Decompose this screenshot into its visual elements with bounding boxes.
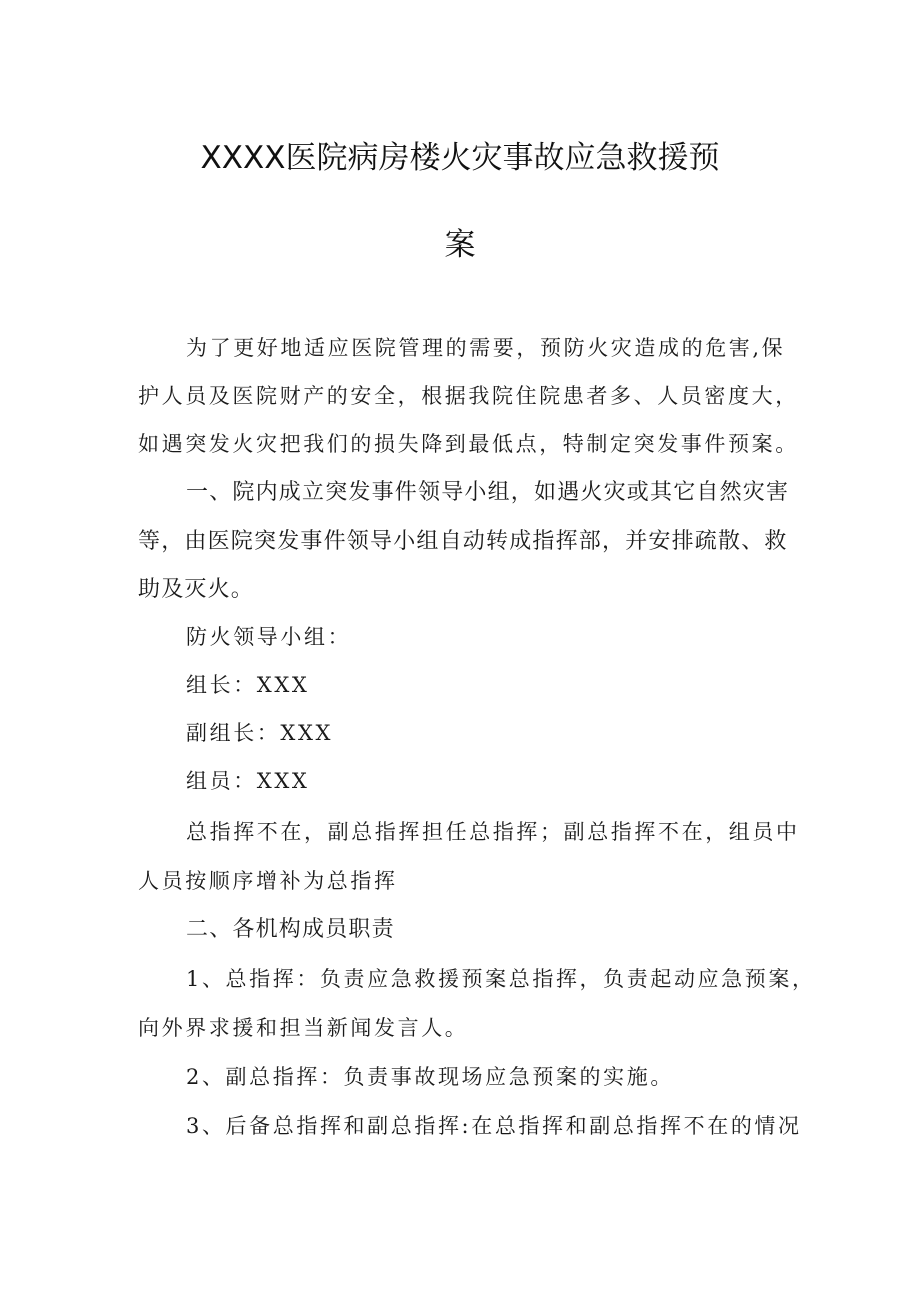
section2-item3: 3、后备总指挥和副总指挥:在总指挥和副总指挥不在的情况 <box>186 1114 802 1138</box>
intro-line-3: 如遇突发火灾把我们的损失降到最低点，特制定突发事件预案。 <box>138 432 799 456</box>
section1-line-1: 一、院内成立突发事件领导小组，如遇火灾或其它自然灾害 <box>186 480 790 505</box>
document-title-line-1: XXXX医院病房楼火灾事故应急救援预 <box>200 140 720 176</box>
team-member: 组员：XXX <box>186 769 310 793</box>
section2-item2: 2、副总指挥：负责事故现场应急预案的实施。 <box>186 1065 674 1089</box>
document-title-line-2: 案 <box>444 227 476 263</box>
intro-line-2: 护人员及医院财产的安全，根据我院住院患者多、人员密度大， <box>138 384 799 408</box>
team-heading: 防火领导小组： <box>186 625 352 649</box>
section2-item1-line-2: 向外界求援和担当新闻发言人。 <box>138 1016 469 1040</box>
team-leader: 组长：XXX <box>186 673 310 697</box>
section1-line-2: 等，由医院突发事件领导小组自动转成指挥部，并安排疏散、救 <box>138 529 788 554</box>
intro-line-1: 为了更好地适应医院管理的需要，预防火灾造成的危害,保 <box>186 336 786 360</box>
succession-line-1: 总指挥不在，副总指挥担任总指挥；副总指挥不在，组员中 <box>186 820 800 844</box>
team-deputy: 副组长：XXX <box>186 721 334 745</box>
section2-item1-line-1: 1、总指挥：负责应急救援预案总指挥，负责起动应急预案， <box>186 967 816 991</box>
succession-line-2: 人员按顺序增补为总指挥 <box>138 869 398 893</box>
section1-line-3: 助及灭火。 <box>138 577 255 602</box>
section2-heading: 二、各机构成员职责 <box>186 917 395 942</box>
